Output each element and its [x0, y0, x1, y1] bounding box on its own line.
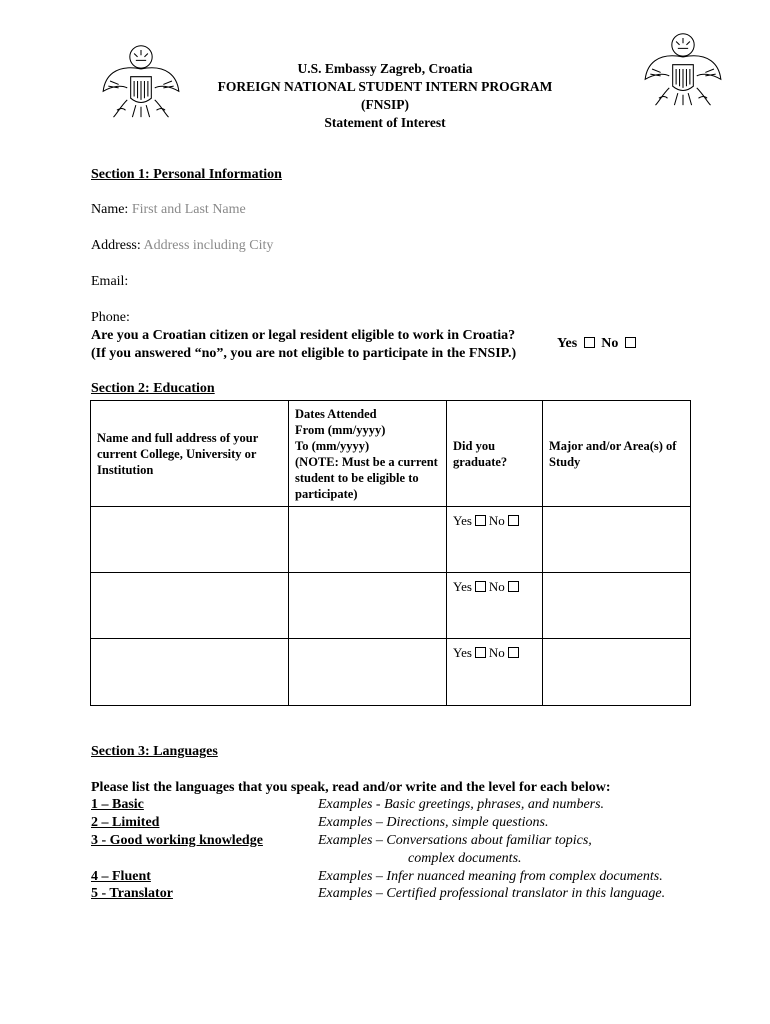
graduate-yes-label: Yes: [453, 513, 472, 528]
embassy-name: U.S. Embassy Zagreb, Croatia: [297, 61, 473, 76]
col-graduate-header: Did you graduate?: [447, 401, 543, 507]
major-cell[interactable]: [543, 639, 691, 706]
graduate-cell: [447, 639, 543, 706]
graduate-yes-label: Yes: [453, 645, 472, 660]
citizen-question: [91, 327, 516, 363]
dates-cell[interactable]: [289, 507, 447, 573]
col-dates-header: [289, 401, 447, 507]
graduate-no-label: No: [488, 645, 505, 660]
name-label: Name:: [91, 202, 129, 217]
graduate-no-checkbox[interactable]: [508, 647, 519, 658]
major-cell[interactable]: [543, 507, 691, 573]
dates-cell[interactable]: [289, 573, 447, 639]
address-placeholder[interactable]: Address including City: [143, 238, 274, 253]
dates-attended-label: Dates Attended: [295, 406, 377, 421]
program-name: FOREIGN NATIONAL STUDENT INTERN PROGRAM: [217, 79, 553, 94]
level-2-example: Examples – Directions, simple questions.: [318, 815, 549, 830]
level-1-example: Examples - Basic greetings, phrases, and numbers.: [318, 797, 605, 812]
level-3-example-cont: complex documents.: [408, 851, 522, 866]
graduate-yes-label: Yes: [453, 579, 472, 594]
form-title: Statement of Interest: [324, 115, 446, 130]
email-label: Email:: [91, 274, 129, 289]
citizen-no-checkbox[interactable]: [625, 337, 636, 348]
graduate-no-label: No: [488, 513, 505, 528]
great-seal-right-icon: [640, 26, 726, 112]
level-3-example: Examples – Conversations about familiar topics,: [318, 833, 592, 848]
level-1-label: 1 – Basic: [91, 797, 144, 812]
dates-to-label: To (mm/yyyy): [295, 438, 370, 453]
table-row: [91, 573, 691, 639]
graduate-cell: [447, 573, 543, 639]
name-field[interactable]: [91, 202, 246, 218]
dates-from-label: From (mm/yyyy): [295, 422, 386, 437]
citizen-yes-label: Yes: [557, 336, 578, 351]
major-cell[interactable]: [543, 573, 691, 639]
phone-label: Phone:: [91, 310, 130, 325]
graduate-cell: [447, 507, 543, 573]
section3-title: Section 3: Languages: [91, 744, 218, 759]
address-field[interactable]: [91, 238, 273, 254]
citizen-no-label: No: [601, 336, 619, 351]
document-header: [150, 60, 620, 132]
graduate-yes-checkbox[interactable]: [475, 647, 486, 658]
graduate-no-label: No: [488, 579, 505, 594]
dates-cell[interactable]: [289, 639, 447, 706]
col-institution-header: Name and full address of your current College, University or Institution: [91, 401, 289, 507]
phone-field[interactable]: [91, 310, 130, 326]
graduate-no-checkbox[interactable]: [508, 581, 519, 592]
institution-cell[interactable]: [91, 573, 289, 639]
institution-cell[interactable]: [91, 639, 289, 706]
program-abbrev: (FNSIP): [361, 97, 409, 112]
education-header-row: [91, 401, 691, 507]
level-4-example: Examples – Infer nuanced meaning from complex documents.: [318, 869, 663, 884]
citizen-question-line1: Are you a Croatian citizen or legal resident eligible to work in Croatia?: [91, 328, 516, 343]
table-row: [91, 639, 691, 706]
level-4-label: 4 – Fluent: [91, 869, 151, 884]
address-label: Address:: [91, 238, 141, 253]
education-table: [90, 400, 691, 706]
citizen-yes-checkbox[interactable]: [584, 337, 595, 348]
level-2-label: 2 – Limited: [91, 815, 160, 830]
level-3-label: 3 - Good working knowledge: [91, 833, 263, 848]
table-row: [91, 507, 691, 573]
graduate-no-checkbox[interactable]: [508, 515, 519, 526]
col-major-header: Major and/or Area(s) of Study: [543, 401, 691, 507]
languages-intro: Please list the languages that you speak, read and/or write and the level for each below:: [91, 780, 611, 795]
citizen-yes-no: [557, 336, 639, 352]
institution-cell[interactable]: [91, 507, 289, 573]
graduate-yes-checkbox[interactable]: [475, 515, 486, 526]
dates-note: (NOTE: Must be a current student to be eligible to participate): [295, 454, 438, 501]
name-placeholder[interactable]: First and Last Name: [131, 202, 246, 217]
email-field[interactable]: [91, 274, 128, 290]
graduate-yes-checkbox[interactable]: [475, 581, 486, 592]
section1-title: Section 1: Personal Information: [91, 167, 282, 182]
section2-title: Section 2: Education: [91, 381, 215, 396]
level-5-label: 5 - Translator: [91, 886, 173, 901]
level-5-example: Examples – Certified professional translator in this language.: [318, 886, 666, 901]
citizen-question-line2: (If you answered “no”, you are not eligible to participate in the FNSIP.): [91, 346, 517, 361]
